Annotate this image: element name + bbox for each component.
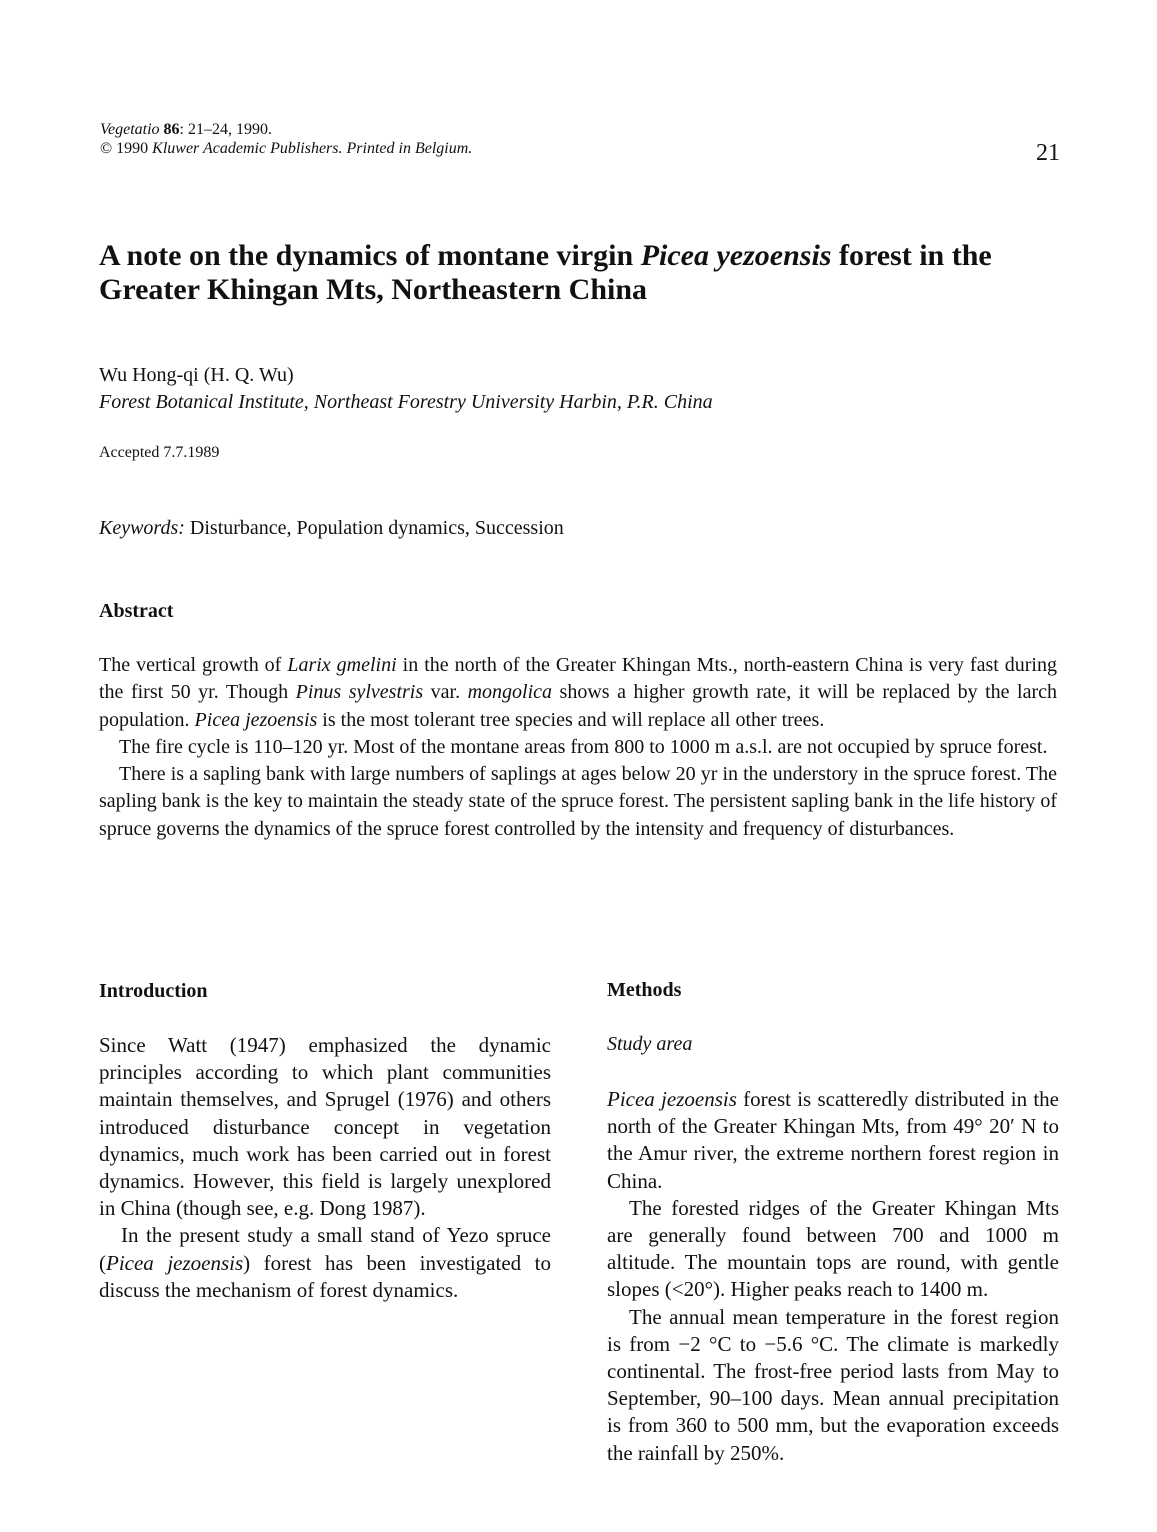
- species-name: mongolica: [467, 681, 553, 704]
- journal-citation: [100, 120, 472, 139]
- abstract-text: The vertical growth of: [99, 654, 288, 676]
- abstract-paragraph-1: [99, 652, 1057, 734]
- introduction-body: [99, 1032, 551, 1304]
- keywords-label: Keywords:: [99, 517, 185, 539]
- species-name: Larix gmelini: [287, 654, 397, 676]
- methods-heading: Methods: [607, 979, 682, 1001]
- author-name: Wu Hong-qi (H. Q. Wu): [99, 364, 294, 386]
- title-species: Picea yezoensis: [640, 239, 832, 272]
- title-part-1: A note on the dynamics of montane virgin: [99, 239, 641, 272]
- page-number: 21: [1036, 140, 1060, 166]
- methods-body: [607, 1086, 1059, 1467]
- copyright: © 1990: [100, 140, 149, 157]
- introduction-heading: Introduction: [99, 980, 208, 1002]
- abstract-body: [99, 652, 1057, 843]
- author-affiliation: Forest Botanical Institute, Northeast Forestry University Harbin, P.R. China: [99, 391, 713, 413]
- intro-text: ) forest has been investigated to discuss the mechanism of forest dynamics.: [99, 1250, 551, 1302]
- keywords: [99, 517, 564, 540]
- journal-copyright-line: [100, 139, 472, 158]
- keywords-list: Disturbance, Population dynamics, Succession: [189, 517, 564, 539]
- journal-header: [100, 120, 472, 158]
- introduction-paragraph-1: Since Watt (1947) emphasized the dynamic principles according to which plant communities maintain themselves, and Sprugel (1976) and others introduced disturbance concept in vegetation dynamics, much work has been carried out in forest dynamics. However, this field is largely unexplored in China (though see, e.g. Dong 1987).: [99, 1033, 551, 1221]
- methods-text: forest is scatteredly distributed in the north of the Greater Khingan Mts, from 49° 20′ N to the Amur river, the extreme northern forest region in China.: [607, 1087, 1059, 1193]
- abstract-text: var.: [423, 681, 468, 704]
- abstract-text: is the most tolerant tree species and will replace all other trees.: [317, 708, 825, 731]
- species-name: Picea jezoensis: [607, 1087, 737, 1111]
- abstract-text: shows a higher growth rate, it will be replaced by the larch population.: [99, 681, 1058, 731]
- methods-paragraph-3: The annual mean temperature in the forest region is from −2 °C to −5.6 °C. The climate is markedly continental. The frost-free period lasts from May to September, 90–100 days. Mean annual precipitation is from 360 to 500 mm, but the evaporation exceeds the rainfall by 250%.: [607, 1304, 1059, 1465]
- journal-pages: : 21–24, 1990.: [179, 121, 272, 138]
- species-name: Picea jezoensis: [106, 1250, 244, 1275]
- title-part-2: forest in the Greater Khingan Mts, Northeastern China: [99, 239, 992, 306]
- abstract-text: in the north of the Greater Khingan Mts., north-eastern China is very fast during the first 50 yr. Though: [99, 654, 1057, 704]
- paper-title: [99, 239, 1059, 307]
- methods-paragraph-1: [607, 1086, 1059, 1195]
- journal-volume: 86: [163, 121, 180, 138]
- introduction-paragraph-2: [99, 1222, 551, 1304]
- abstract-paragraph-2: The fire cycle is 110–120 yr. Most of the montane areas from 800 to 1000 m a.s.l. are not occupied by spruce forest.: [119, 735, 1048, 758]
- journal-name: Vegetatio: [100, 121, 160, 138]
- abstract-paragraph-3: There is a sapling bank with large numbers of saplings at ages below 20 yr in the understory in the spruce forest. The sapling bank is the key to maintain the steady state of the spruce forest. The persistent sapling bank in the life history of spruce governs the dynamics of the spruce forest controlled by the intensity and frequency of disturbances.: [99, 763, 1057, 840]
- publisher: Kluwer Academic Publishers. Printed in Belgium.: [152, 140, 473, 157]
- accepted-date: Accepted 7.7.1989: [99, 444, 220, 461]
- study-area-subheading: Study area: [607, 1033, 693, 1055]
- methods-paragraph-2: The forested ridges of the Greater Khingan Mts are generally found between 700 and 1000 m altitude. The mountain tops are round, with gentle slopes (<20°). Higher peaks reach to 1400 m.: [607, 1195, 1059, 1302]
- species-name: Picea jezoensis: [194, 708, 318, 731]
- intro-text: In the present study a small stand of Yezo spruce (: [99, 1223, 551, 1275]
- abstract-heading: Abstract: [99, 600, 174, 622]
- species-name: Pinus sylvestris: [295, 681, 424, 704]
